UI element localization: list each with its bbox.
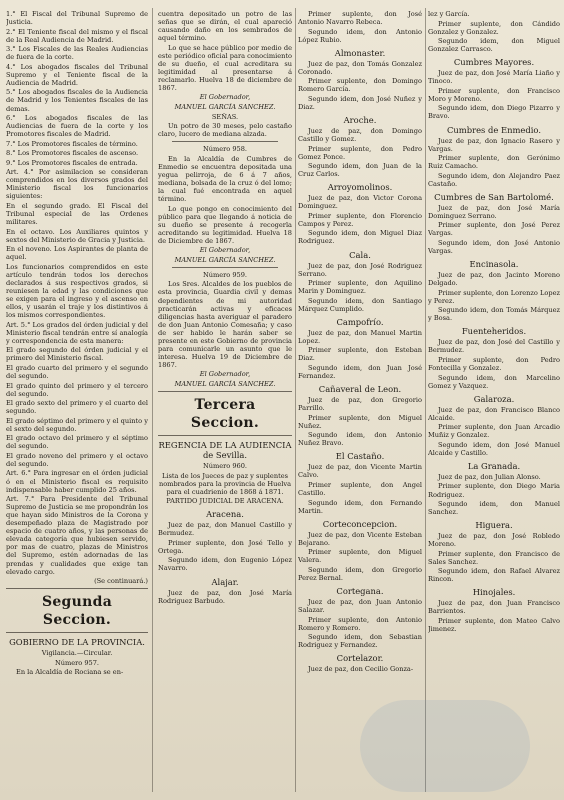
paragraph: Juez de paz, don Francisco Blanco Alcaide. — [428, 405, 560, 422]
paragraph: 7.° Los Promotores fiscales de término. — [6, 139, 138, 148]
paragraph: El grado séptimo del primero y el quinto y el sexto del segundo. — [6, 416, 148, 433]
paragraph: Primer suplente, don Lorenzo Lopez y Perez. — [428, 288, 560, 305]
paragraph: Juez de paz, don José Robledo Moreno. — [428, 532, 560, 549]
paragraph: Juez de paz, don Juan Antonio Salazar. — [298, 597, 422, 614]
paragraph: Juez de paz, don José del Castillo y Bermudez. — [428, 338, 560, 355]
paragraph: Primer suplente, don Antonio Romero y Romero. — [298, 615, 422, 632]
paragraph: En la Alcaldía de Rociana se en- — [16, 668, 124, 677]
column-rule — [295, 8, 296, 792]
paragraph: 3.° Los Fiscales de las Reales Audiencias de fuera de la corte. — [6, 45, 148, 62]
paragraph: Juez de paz, don Manuel Martin Lopez. — [298, 328, 422, 345]
centered-text: Lista de los Jueces de paz y suplentes nombrados para la provincia de Huelva para el cuadrienio de 1868 á 1871. — [158, 471, 292, 496]
section-heading: Fuenteheridos. — [461, 326, 527, 337]
section-heading: Campofrío. — [336, 316, 384, 327]
paragraph: Juez de paz, don José María Liaño y Tinoco. — [428, 69, 560, 86]
paragraph: Segundo idem, don Sebastian Rodriguez y Fernandez. — [298, 633, 422, 650]
paragraph: 2.° El Teniente fiscal del mismo y el fiscal de la Real Audiencia de Madrid. — [6, 27, 148, 44]
section-heading: Higuera. — [475, 520, 513, 531]
paragraph: Juez de paz, don Tomás Gonzalez Coronado. — [298, 59, 422, 76]
paragraph: Juez de paz, don Domingo Castillo y Gomez. — [298, 126, 422, 144]
paragraph: Los funcionarios comprendidos en este artículo tendrán todos los derechos declarados á sus respectivos grados, si reuniesen la edad y las condiciones que se exigen para el ingreso y el ascenso en ellos, y usarán el traje y los distintivos á los mismos correspondientes. — [6, 262, 148, 320]
paragraph: Juez de paz, don Manuel Castillo y Bermudez. — [158, 521, 292, 538]
paragraph: El grado quinto del primero y el tercero del segundo. — [6, 381, 148, 398]
section-title: Segunda Seccion. — [41, 594, 113, 629]
section-heading: El Castaño. — [335, 451, 385, 462]
divider — [172, 267, 278, 268]
paragraph: Primer suplente, don Florencio Campos y Perez. — [298, 211, 422, 228]
paragraph: Segundo idem, don José Nuñez y Diaz. — [298, 94, 422, 111]
paragraph: 6.° Los abogados fiscales de las Audiencias de fuera de la corte y los Promotores fiscales de Madrid. — [6, 114, 148, 139]
paragraph: Primer suplente, don Miguel Valera. — [298, 548, 422, 565]
paragraph: Segundo idem, don Manuel Sanchez. — [428, 500, 560, 517]
paragraph: Segundo idem, don José Antonio Vargas. — [428, 238, 560, 256]
signature-line: MANUEL GARCÍA SANCHEZ. — [174, 379, 276, 388]
paragraph: El grado sexto del primero y el cuarto del segundo. — [6, 399, 148, 416]
centered-text: Vigilancia.—Circular. — [41, 649, 113, 658]
section-heading: Cala. — [349, 249, 371, 260]
section-heading: Cañaveral de Leon. — [318, 384, 402, 395]
paragraph: Juez de paz, don Cecilio Gonza- — [308, 665, 414, 674]
paragraph: Segundo idem, don Gregorio Perez Bernal. — [298, 565, 422, 582]
section-heading: Galaroza. — [473, 393, 515, 404]
paragraph: Segundo idem, don Tomás Márquez y Bosa. — [428, 306, 560, 323]
paragraph: Lo que pongo en conocimiento del público para que llegando á noticia de su dueño se presente á recogerla acreditando su legitimidad. Huelva 18 de Diciembre de 1867. — [158, 204, 292, 245]
column-2 — [158, 10, 292, 792]
paragraph: Segundo idem, don Rafael Alvarez Rincon. — [428, 567, 560, 584]
section-heading: Cumbres Mayores. — [453, 57, 535, 68]
paragraph: 1.° El Fiscal del Tribunal Supremo de Justicia. — [6, 10, 148, 27]
paragraph: Segundo idem, don Santiago Márquez Cumplido. — [298, 296, 422, 313]
paragraph: Segundo idem, don Fernando Martin. — [298, 498, 422, 515]
paragraph: Segundo idem, don Eugenio López Navarro. — [158, 556, 292, 573]
section-heading: Aracena. — [206, 509, 244, 520]
paragraph: Juez de paz, don José María Dominguez Serrano. — [428, 203, 560, 220]
centered-text: SEÑAS. — [211, 112, 239, 121]
centered-text: PARTIDO JUDICIAL DE ARACENA. — [166, 497, 284, 506]
paragraph: El grado noveno del primero y el octavo del segundo. — [6, 451, 148, 468]
paragraph: Segundo idem, don Diego Pizarro y Bravo. — [428, 104, 560, 121]
paragraph: Primer suplente, don Cándido Gonzalez y Gonzalez. — [428, 19, 560, 36]
divider — [158, 391, 292, 392]
paragraph: Primer suplente, don Juan Arcadio Muñiz y Gonzalez. — [428, 423, 560, 440]
centered-text: Número 960. — [202, 462, 248, 471]
paragraph: En el segundo grado. El Fiscal del Tribunal especial de las Ordenes militares. — [6, 202, 148, 227]
paragraph: Un potro de 30 meses, pelo castaño claro, lucero de mediana alzada. — [158, 122, 292, 139]
paragraph: Lo que se hace público por medio de este periódico oficial para conocimiento de su dueño, el cual acreditara su legitimidad al presentarse á reclamarlo. Huelva 18 de diciembre de 1867. — [158, 43, 292, 92]
column-rule — [152, 8, 153, 792]
paragraph: Art. 6.° Para ingresar en el órden judicial ó en el Ministerio fiscal es requisito indispensable haber cumplido 25 años. — [6, 469, 148, 494]
paragraph: Primer suplente, don José Perez Vargas. — [428, 221, 560, 238]
paragraph: Segundo idem, don Miguel Gonzalez Carrasco. — [428, 37, 560, 54]
section-heading: Corteconcepcion. — [322, 518, 398, 529]
paragraph: Juez de paz, don Ignacio Rasero y Vargas. — [428, 136, 560, 153]
paragraph: Juez de paz, don Vicente Martin Calvo. — [298, 463, 422, 480]
paragraph: En el noveno. Los Aspirantes de planta de aquel. — [6, 245, 148, 262]
section-title: Tercera Seccion. — [190, 397, 260, 432]
paragraph: Primer suplente, don Miguel Nuñez. — [298, 413, 422, 430]
section-heading: Almonaster. — [334, 47, 386, 58]
column-rule — [425, 8, 426, 792]
paragraph: El grado octavo del primero y el séptimo del segundo. — [6, 434, 148, 451]
paragraph: Art. 4.° Por asimilacion se consideran comprendidos en los diversos grados del Ministerio fiscal los funcionarios siguientes: — [6, 168, 148, 201]
paragraph: Los Sres. Alcaldes de los pueblos de esta provincia, Guardia civil y demas dependientes de mi autoridad practicarán activas y eficaces diligencias hasta averiguar el paradero de don Juan Antonio Comesaña; y caso de ser habido le harán saber se presente en este Gobierno de provincia para comunicarle un asunto que le interesa. Huelva 19 de Diciembre de 1867. — [158, 280, 292, 369]
paragraph: Art. 5.° Los grados del órden judicial y del Ministerio fiscal tendrán entre sí analogía y correspondencia de esta manera: — [6, 320, 148, 345]
paragraph: Primer suplente, don José Tello y Ortega. — [158, 538, 292, 555]
paragraph: Segundo idem, don Juan José Fernandez. — [298, 364, 422, 381]
paragraph: Juez de paz, don José María Rodriguez Barbudo. — [158, 588, 292, 605]
paragraph: Primer suplente, don Francisco Moro y Moreno. — [428, 86, 560, 103]
paragraph: Primer suplente, don Diego Maria Rodriguez. — [428, 482, 560, 499]
paragraph: Segundo idem, don Antonio López Rubio. — [298, 27, 422, 44]
section-heading: Alajar. — [211, 576, 239, 587]
paragraph: cuentra depositado un potro de las señas que se dirán, el cual apareció causando daño en los sembrados de aquel término. — [158, 10, 292, 43]
signature-line: El Gobernador, — [199, 93, 251, 102]
paragraph: Art. 7.° Para Presidente del Tribunal Supremo de Justicia se me propondrán los que hayan sido Ministros de la Corona y desempeñado plaza de Magistrado por espacio de cuatro años, y las personas de elevada categoría que hubiesen servido, por mas de cuatro, plazas de Ministros del Supremo, estén adornadas de las prendas y cualidades que exige tan elevado cargo. — [6, 495, 148, 576]
paragraph: Juez de paz, don Vicente Esteban Bejarano. — [298, 530, 422, 547]
paragraph: Segundo idem, don Antonio Nuñez Bravo. — [298, 431, 422, 448]
divider — [172, 141, 278, 142]
paragraph: Primer suplente, don Pedro Gomez Ponce. — [298, 144, 422, 161]
signature-line: El Gobernador, — [199, 246, 251, 255]
section-heading: Hinojales. — [472, 587, 516, 598]
paragraph: En la Alcaldía de Cumbres de Enmedio se encuentra depositada una yegua pelirroja, de 6 á 7 años, mediana, bolsada de la cruz ó del lomo; la cual fué encontrada en aquel término. — [158, 154, 292, 203]
section-heading: REGENCIA DE LA AUDIENCIA de Sevilla. — [158, 440, 292, 461]
paragraph: Juez de paz, don Gregorio Parrillo. — [298, 396, 422, 413]
divider — [6, 588, 148, 589]
centered-text: Número 958. — [202, 145, 248, 154]
paragraph: En el octavo. Los Auxiliares quintos y sextos del Ministerio de Gracia y Justicia. — [6, 227, 148, 244]
paragraph: Juez de paz, don Julian Alonso. — [438, 472, 541, 481]
paragraph: Juez de paz, don Jacinto Moreno Delgado. — [428, 271, 560, 288]
paragraph: 9.° Los Promotores fiscales de entrada. — [6, 158, 138, 167]
paragraph: Segundo idem, don Alejandro Paez Castaño. — [428, 171, 560, 188]
continued-note: (Se continuará.) — [94, 577, 148, 586]
paragraph: Primer suplente, don Esteban Diaz. — [298, 346, 422, 363]
section-heading: Aroche. — [343, 114, 377, 125]
paragraph: Juez de paz, don Juan Francisco Barrientos. — [428, 599, 560, 616]
column-1 — [6, 10, 148, 792]
signature-line: El Gobernador, — [199, 370, 251, 379]
centered-text: Número 959. — [202, 270, 248, 279]
paragraph: 4.° Los abogados fiscales del Tribunal Supremo y el Teniente fiscal de la Audiencia de Madrid. — [6, 62, 148, 87]
paragraph: Primer suplente, don Gerónimo Ruiz Camacho. — [428, 154, 560, 171]
paragraph: 8.° Los Promotores fiscales de ascenso. — [6, 149, 139, 158]
paragraph: Juez de paz, don Victor Corona Dominguez. — [298, 194, 422, 211]
paragraph: 5.° Los abogados fiscales de la Audiencia de Madrid y los Tenientes fiscales de las demas. — [6, 88, 148, 113]
section-heading: La Granada. — [467, 460, 521, 471]
section-heading: Cumbres de Enmedio. — [446, 124, 541, 135]
paragraph: Primer suplente, don Angel Castillo. — [298, 480, 422, 498]
signature-line: MANUEL GARCÍA SANCHEZ. — [174, 103, 276, 112]
paragraph: Segundo idem, don Miguel Diaz Rodriguez. — [298, 229, 422, 246]
column-4 — [428, 10, 560, 792]
section-heading: Cortelazor. — [336, 653, 384, 664]
centered-text: Número 957. — [54, 658, 100, 667]
paragraph: Primer suplente, don Pedro Fontecilla y Gonzalez. — [428, 355, 560, 372]
paragraph: lez y García. — [428, 10, 470, 18]
section-heading: Cumbres de San Bartolomé. — [434, 191, 554, 202]
column-3 — [298, 10, 422, 792]
paragraph: El grado cuarto del primero y el segundo del segundo. — [6, 363, 148, 380]
paragraph: Primer suplente, don Mateo Calvo Jimenez. — [428, 617, 560, 634]
signature-line: MANUEL GARCÍA SANCHEZ. — [174, 255, 276, 264]
paragraph: Segundo idem, don Juan de la Cruz Carlos. — [298, 162, 422, 179]
paragraph: Juez de paz, don José Rodriguez Serrano. — [298, 261, 422, 278]
section-heading: Arroyomolinos. — [327, 182, 393, 193]
section-heading: Encinasola. — [469, 259, 519, 270]
divider — [6, 632, 148, 633]
paragraph: Segundo idem, don José Manuel Alcaide y Castillo. — [428, 440, 560, 457]
paragraph: Segundo idem, don Marcelino Gomez y Vazquez. — [428, 373, 560, 390]
paragraph: El grado segundo del órden judicial y el primero del Ministerio fiscal. — [6, 346, 148, 363]
section-heading: Cortegana. — [336, 585, 384, 596]
paragraph: Primer suplente, don Aquilino Marin y Dominguez. — [298, 279, 422, 296]
divider — [158, 435, 292, 436]
paragraph: Primer suplente, don José Antonio Navarro Rebeca. — [298, 10, 422, 27]
section-heading: GOBIERNO DE LA PROVINCIA. — [9, 637, 145, 648]
paragraph: Primer suplente, don Domingo Romero García. — [298, 77, 422, 94]
paragraph: Primer suplente, don Francisco de Sales Sanchez. — [428, 549, 560, 566]
